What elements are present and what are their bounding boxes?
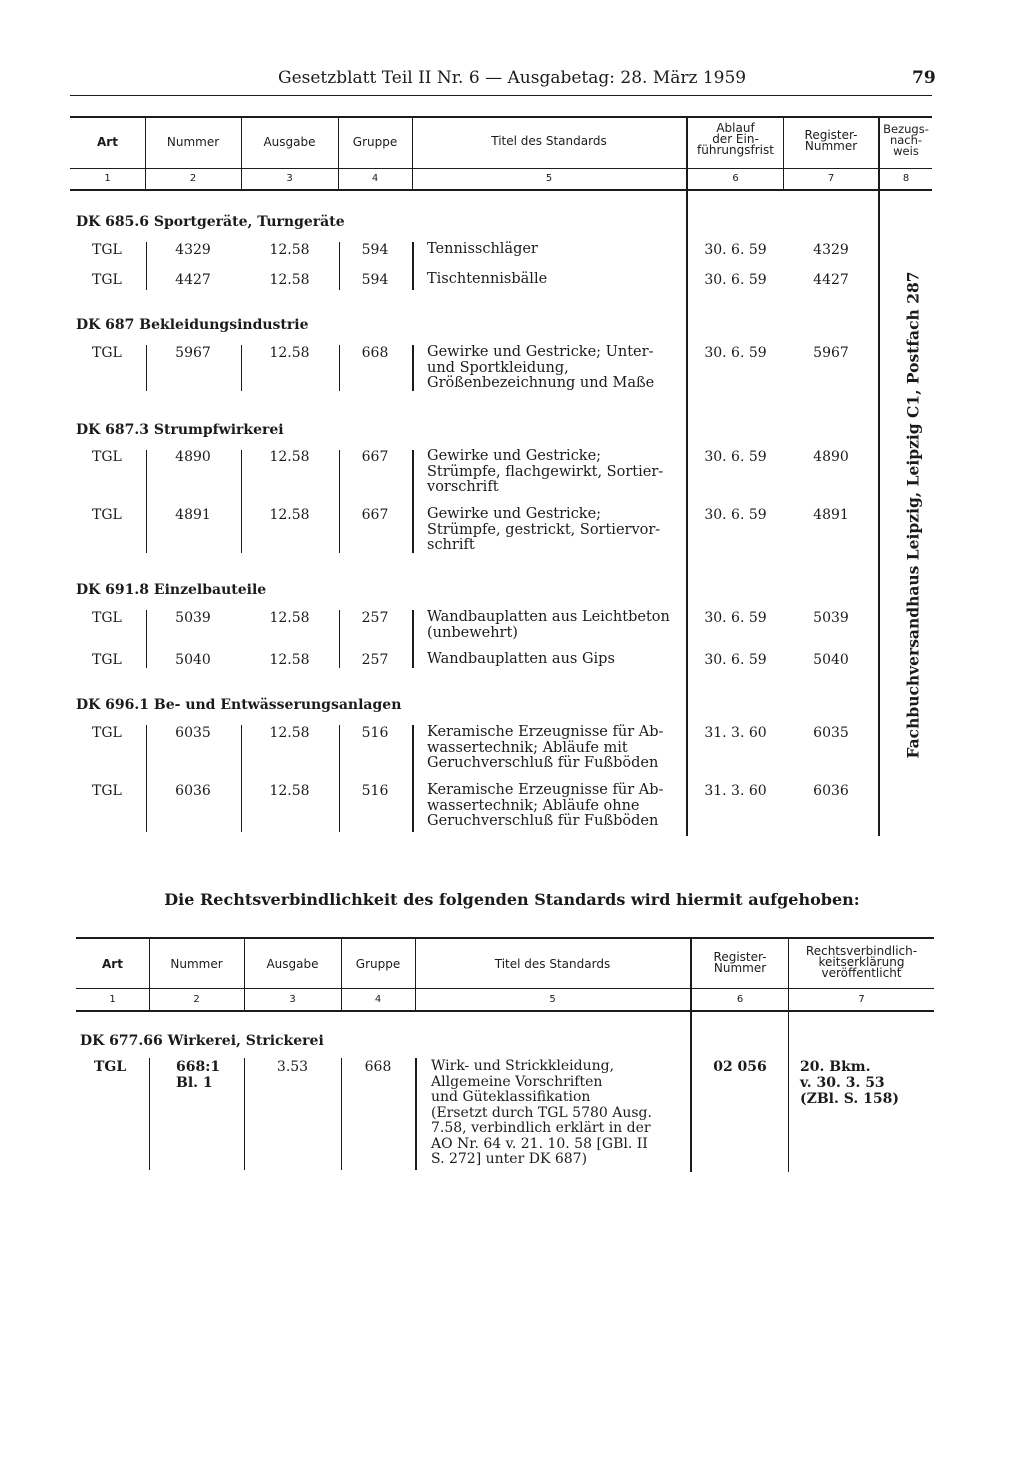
t2-body-sep: [415, 1058, 417, 1170]
table-row-art: TGL: [94, 1059, 127, 1075]
t1-col-nummer: Nummer: [166, 135, 220, 149]
row-sep: [339, 725, 340, 832]
table-row-ausgabe: 12.58: [269, 507, 310, 523]
table-row-register: 5967: [813, 345, 849, 361]
table-row-register: 5040: [813, 652, 849, 668]
row-sep: [146, 725, 147, 832]
table-row-art: TGL: [92, 507, 122, 523]
t2-num: 1: [109, 994, 116, 1005]
table-row-register: 4890: [813, 449, 849, 465]
table-row-titel: Tennisschläger: [427, 241, 538, 257]
table-row-ablauf: 30. 6. 59: [704, 345, 767, 361]
table-row-gruppe: 594: [361, 242, 389, 258]
table-row-register: 4427: [813, 272, 849, 288]
table-row-register: 5039: [813, 610, 849, 626]
t1-col-register: Register- Nummer: [804, 128, 858, 153]
table-row-gruppe: 516: [361, 725, 389, 741]
t2-num: 6: [736, 994, 744, 1005]
t2-col-gruppe: Gruppe: [355, 957, 401, 971]
table-row-ablauf: 31. 3. 60: [704, 783, 767, 799]
section-heading: DK 696.1 Be- und Entwässerungsanlagen: [76, 697, 402, 713]
table-row-ausgabe: 12.58: [269, 449, 310, 465]
section-heading: DK 691.8 Einzelbauteile: [76, 582, 267, 598]
table-row-nummer: 5040: [175, 652, 211, 668]
table2-header-rule: [76, 988, 934, 989]
t1-col-ablauf: Ablauf der Ein- führungsfrist: [697, 121, 774, 157]
t1-num: 5: [545, 173, 553, 184]
bezugsnachweis-vertical: Fachbuchversandhaus Leipzig, Leipzig C1, Postfach 287: [903, 271, 923, 759]
table-row-gruppe: 667: [361, 449, 389, 465]
table-row-gruppe: 516: [361, 783, 389, 799]
table-row-titel: Gewirke und Gestricke; Unter- und Sportkleidung, Größenbezeichnung und Maße: [427, 344, 655, 391]
table-row-art: TGL: [92, 345, 122, 361]
table-row-ausgabe: 12.58: [269, 242, 310, 258]
t2-num: 3: [289, 994, 296, 1005]
table-row-ablauf: 30. 6. 59: [704, 242, 767, 258]
t1-body-sep-bezug: [878, 191, 880, 836]
table-row-art: TGL: [92, 725, 122, 741]
table-row-gruppe: 667: [361, 507, 389, 523]
table1-top-rule: [70, 116, 932, 118]
table-row-nummer: 4890: [175, 449, 211, 465]
t1-num: 3: [286, 173, 293, 184]
t2-num: 2: [193, 994, 200, 1005]
table-row-register: 6035: [813, 725, 849, 741]
table-row-ablauf: 30. 6. 59: [704, 610, 767, 626]
table-row-titel: Wandbauplatten aus Gips: [427, 651, 615, 667]
table-row-art: TGL: [92, 783, 122, 799]
section-heading: DK 685.6 Sportgeräte, Turngeräte: [76, 214, 345, 230]
table-row-gruppe: 257: [361, 610, 389, 626]
table-row-nummer: 5039: [175, 610, 211, 626]
t2-body-sep: [690, 1012, 692, 1172]
table-row-ausgabe: 12.58: [269, 725, 310, 741]
row-sep: [412, 345, 414, 391]
t2-num: 7: [858, 994, 865, 1005]
table-row-art: TGL: [92, 242, 122, 258]
table-row-nummer: 5967: [175, 345, 211, 361]
table-row-gruppe: 594: [361, 272, 389, 288]
table-row-art: TGL: [92, 652, 122, 668]
table-row-register: 6036: [813, 783, 849, 799]
table-row-titel: Gewirke und Gestricke; Strümpfe, flachgewirkt, Sortier- vorschrift: [427, 448, 664, 495]
table-row-nummer: 4329: [175, 242, 211, 258]
t2-col-ausgabe: Ausgabe: [266, 957, 319, 971]
table-row-ablauf: 30. 6. 59: [704, 507, 767, 523]
t1-num: 4: [371, 173, 379, 184]
table-row-ablauf: 30. 6. 59: [704, 449, 767, 465]
table-row-ausgabe: 12.58: [269, 345, 310, 361]
table1-header-rule: [70, 168, 932, 169]
t1-num: 7: [827, 173, 835, 184]
table-row-ablauf: 30. 6. 59: [704, 652, 767, 668]
table-row-art: TGL: [92, 610, 122, 626]
table2-top-rule: [76, 937, 934, 939]
header-rule: [70, 95, 932, 96]
table-row-veroeffentlicht: 20. Bkm. v. 30. 3. 53 (ZBl. S. 158): [800, 1059, 899, 1107]
t2-col-veroeffentlicht: Rechtsverbindlich- keitserklärung veröffentlicht: [805, 944, 918, 980]
t1-col-art: Art: [97, 135, 118, 149]
table-row-nummer: 6036: [175, 783, 211, 799]
t1-col-bezug: Bezugs- nach- weis: [883, 122, 929, 158]
row-sep: [241, 450, 242, 553]
table-row-titel: Gewirke und Gestricke; Strümpfe, gestrickt, Sortiervor- schrift: [427, 506, 661, 553]
table-row-register: 4891: [813, 507, 849, 523]
table-row-gruppe: 257: [361, 652, 389, 668]
table-row-nummer: 6035: [175, 725, 211, 741]
page-number: 79: [912, 68, 936, 88]
table-row-titel: Wandbauplatten aus Leichtbeton (unbewehrt): [427, 609, 670, 641]
table-row-ausgabe: 12.58: [269, 272, 310, 288]
table-row-ausgabe: 12.58: [269, 652, 310, 668]
row-sep: [412, 610, 414, 668]
row-sep: [412, 725, 414, 832]
table-row-ablauf: 31. 3. 60: [704, 725, 767, 741]
table-row-titel: Wirk- und Strickkleidung, Allgemeine Vorschriften und Güteklassifikation (Ersetzt durch TGL 5780 Ausg. 7.58, verbindlich erklärt in der AO Nr. 64 v. 21. 10. 58 [GBl. II S. 272] unter DK 687): [431, 1058, 652, 1167]
t2-col-register: Register- Nummer: [713, 950, 767, 975]
row-sep: [146, 450, 147, 553]
table-row-nummer: 668:1 Bl. 1: [176, 1059, 221, 1091]
table1-numbers-rule: [70, 189, 932, 191]
table-row-gruppe: 668: [364, 1059, 392, 1075]
t1-col-ausgabe: Ausgabe: [263, 135, 316, 149]
table-row-titel: Keramische Erzeugnisse für Ab- wassertechnik; Abläufe ohne Geruchverschluß für Fußböden: [427, 782, 664, 829]
t2-col-nummer: Nummer: [170, 957, 223, 971]
table2-numbers-rule: [76, 1010, 934, 1012]
table-row-ausgabe: 12.58: [269, 610, 310, 626]
t1-num: 2: [189, 173, 197, 184]
row-sep: [412, 242, 414, 290]
t1-num: 6: [732, 173, 739, 184]
table-row-nummer: 4891: [175, 507, 211, 523]
t1-num: 1: [104, 173, 111, 184]
row-sep: [339, 450, 340, 553]
table-row-ablauf: 30. 6. 59: [704, 272, 767, 288]
table-row-art: TGL: [92, 449, 122, 465]
t2-col-art: Art: [102, 957, 123, 971]
table-row-ausgabe: 12.58: [269, 783, 310, 799]
table-row-register: 4329: [813, 242, 849, 258]
table-row-titel: Tischtennisbälle: [427, 271, 548, 287]
section-heading: DK 677.66 Wirkerei, Strickerei: [80, 1033, 324, 1049]
row-sep: [241, 725, 242, 832]
t2-num: 5: [549, 994, 556, 1005]
t1-num: 8: [902, 173, 910, 184]
t1-col-gruppe: Gruppe: [352, 135, 398, 149]
t2-col-titel: Titel des Standards: [494, 957, 611, 971]
section-heading: DK 687 Bekleidungsindustrie: [76, 317, 309, 333]
table-row-nummer: 4427: [175, 272, 211, 288]
table-row-gruppe: 668: [361, 345, 389, 361]
t2-body-sep: [149, 1058, 150, 1170]
section-heading: DK 687.3 Strumpfwirkerei: [76, 422, 284, 438]
t2-num: 4: [374, 994, 382, 1005]
t2-body-sep: [788, 1012, 789, 1172]
t1-col-titel: Titel des Standards: [491, 134, 607, 148]
table-row-register: 02 056: [713, 1059, 767, 1075]
page-header: Gesetzblatt Teil II Nr. 6 — Ausgabetag: 28. März 1959: [278, 68, 747, 88]
table-row-ausgabe: 3.53: [276, 1059, 309, 1075]
row-sep: [412, 450, 414, 553]
repeal-heading: Die Rechtsverbindlichkeit des folgenden Standards wird hiermit aufgehoben:: [164, 890, 860, 909]
table-row-art: TGL: [92, 272, 122, 288]
table-row-titel: Keramische Erzeugnisse für Ab- wassertechnik; Abläufe mit Geruchverschluß für Fußböden: [427, 724, 664, 771]
